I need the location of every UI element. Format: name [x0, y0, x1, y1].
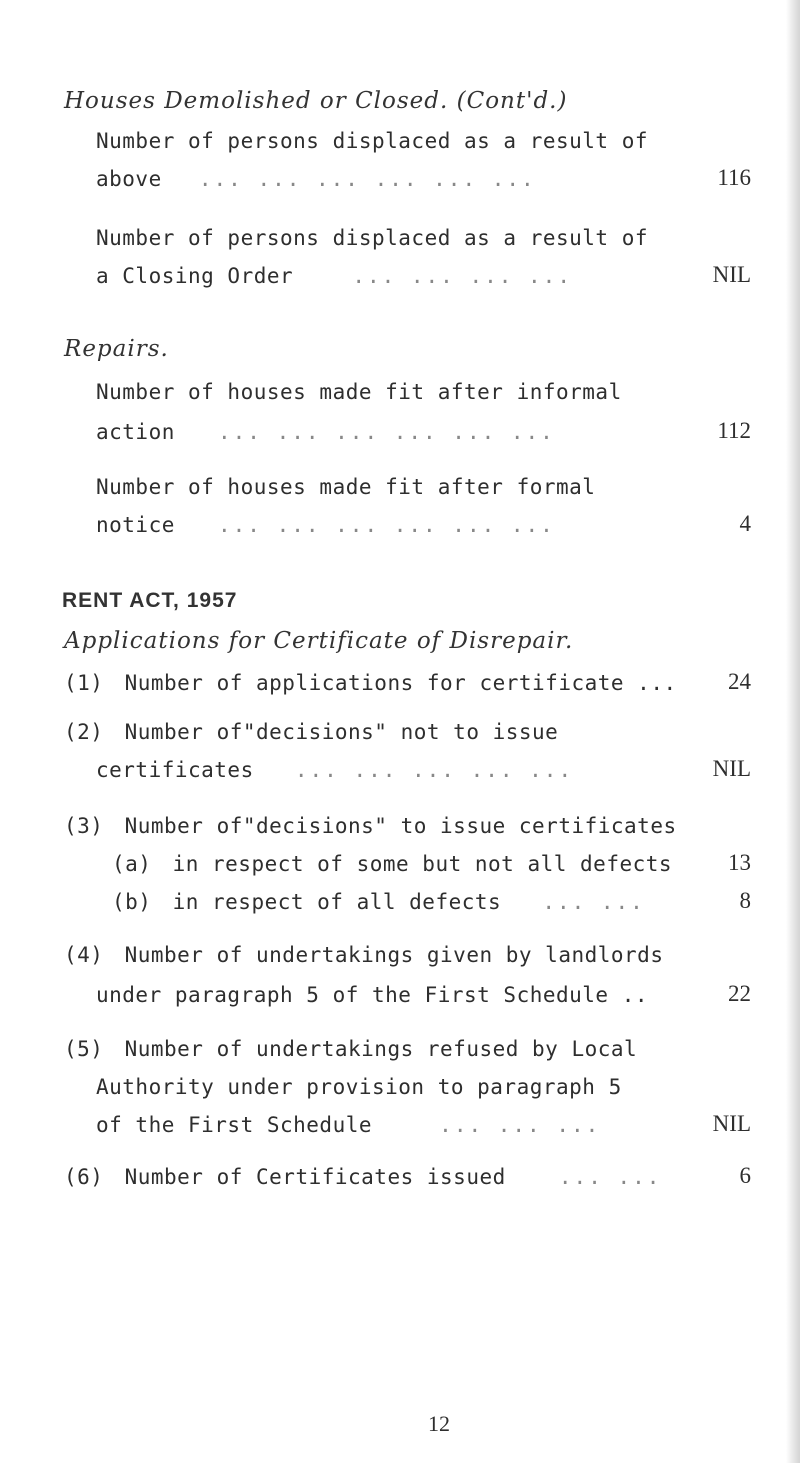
row-closing-label: a Closing Order	[96, 264, 294, 288]
item-marker: (3)	[64, 814, 104, 838]
leader-dots: ... ...	[558, 1165, 662, 1189]
row-closing-line1: Number of persons displaced as a result of	[96, 226, 649, 250]
leader-dots: ... ... ... ... ...	[294, 758, 574, 782]
item-6	[64, 1165, 661, 1189]
item-marker: (a)	[112, 852, 152, 876]
item-marker: (b)	[112, 890, 152, 914]
row-formal-line1: Number of houses made fit after formal	[96, 475, 596, 499]
leader-dots: ... ... ...	[439, 1113, 601, 1137]
value-item-3b: 8	[739, 888, 751, 913]
section-heading-rent-act: RENT ACT, 1957	[62, 589, 238, 612]
page-number: 12	[428, 1411, 450, 1436]
leader-dots: ... ... ... ... ... ...	[198, 167, 536, 191]
item-3a-text: in respect of some but not all defects	[172, 852, 673, 876]
row-displaced-label: above	[96, 167, 162, 191]
leader-dots: ... ...	[542, 890, 645, 914]
value-item-6: 6	[739, 1163, 751, 1188]
value-formal: 4	[739, 511, 751, 536]
value-closing: NIL	[712, 262, 751, 287]
item-2-text2: certificates	[96, 758, 254, 782]
subheading-disrepair: Applications for Certificate of Disrepair.	[64, 628, 574, 654]
item-5-line2: Authority under provision to paragraph 5	[96, 1075, 622, 1099]
item-2-text1: Number of"decisions" not to issue	[124, 720, 559, 744]
item-3b	[112, 890, 645, 914]
value-displaced: 116	[717, 165, 751, 190]
item-marker: (1)	[64, 671, 104, 695]
value-informal: 112	[717, 418, 751, 443]
value-item-2: NIL	[712, 756, 751, 781]
item-5-line1	[64, 1037, 637, 1061]
row-informal-line1: Number of houses made fit after informal	[96, 380, 622, 404]
page-edge-shadow	[786, 0, 800, 1463]
section-heading-repairs: Repairs.	[64, 336, 169, 362]
item-2-line2	[96, 758, 573, 782]
item-marker: (5)	[64, 1037, 104, 1061]
item-4-line1	[64, 943, 663, 967]
leader-dots: ... ... ... ... ... ...	[218, 513, 555, 537]
item-3	[64, 814, 677, 838]
item-5-text1: Number of undertakings refused by Local	[124, 1037, 638, 1061]
item-marker: (6)	[64, 1165, 104, 1189]
leader-dots: ... ... ... ...	[352, 264, 572, 288]
section-heading-houses: Houses Demolished or Closed. (Cont'd.)	[64, 88, 568, 114]
item-1-text: Number of applications for certificate ...	[124, 671, 677, 695]
row-displaced-line1: Number of persons displaced as a result of	[96, 129, 649, 153]
item-3b-text: in respect of all defects	[172, 890, 502, 914]
row-displaced-line2	[96, 167, 536, 191]
item-marker: (2)	[64, 720, 104, 744]
item-4-text1: Number of undertakings given by landlords	[124, 943, 664, 967]
item-3a	[112, 852, 672, 876]
item-1	[64, 671, 677, 695]
value-item-1: 24	[728, 669, 751, 694]
item-3-text: Number of"decisions" to issue certificates	[124, 814, 677, 838]
item-5-text3: of the First Schedule	[96, 1113, 373, 1137]
row-formal-line2	[96, 513, 555, 537]
value-item-5: NIL	[712, 1111, 751, 1136]
item-5-line3	[96, 1113, 600, 1137]
row-formal-label: notice	[96, 513, 175, 537]
value-item-4: 22	[728, 981, 751, 1006]
row-informal-line2	[96, 420, 555, 444]
item-2-line1	[64, 720, 558, 744]
item-6-text: Number of Certificates issued	[124, 1165, 506, 1189]
row-informal-label: action	[96, 420, 175, 444]
item-marker: (4)	[64, 943, 104, 967]
value-item-3a: 13	[728, 850, 751, 875]
item-4-line2: under paragraph 5 of the First Schedule ..	[96, 983, 649, 1007]
row-closing-line2	[96, 264, 572, 288]
leader-dots: ... ... ... ... ... ...	[218, 420, 555, 444]
